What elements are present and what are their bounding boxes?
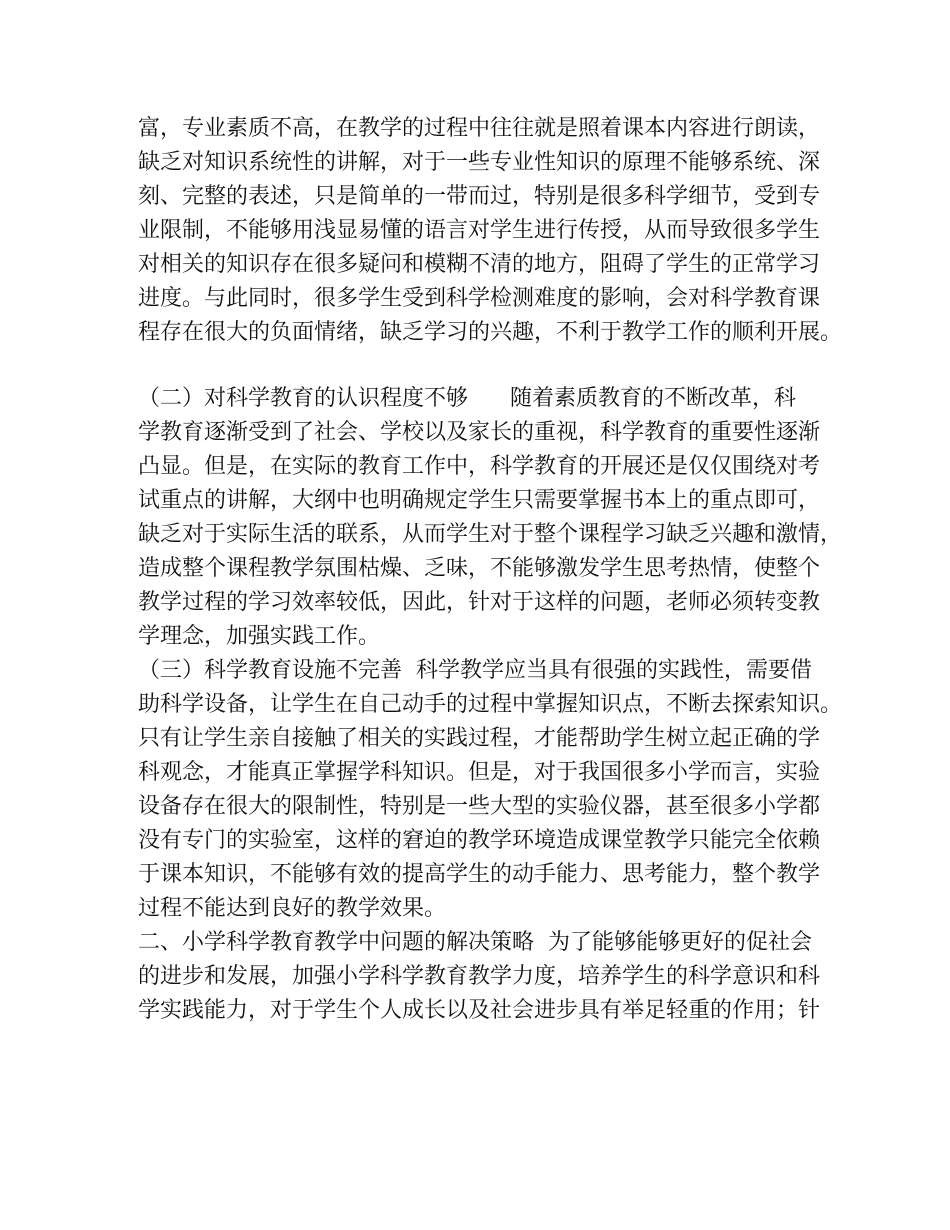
text-line: 过程不能达到良好的教学效果。 bbox=[138, 896, 447, 921]
section-heading-line: （三）科学教育设施不完善 科学教学应当具有很强的实践性，需要借 bbox=[138, 658, 812, 683]
text-line: 缺乏对知识系统性的讲解，对于一些专业性知识的原理不能够系统、深 bbox=[138, 150, 821, 175]
section-heading-line: 二、小学科学教育教学中问题的解决策略 为了能够能够更好的促社会 bbox=[138, 930, 812, 955]
text-line: 设备存在很大的限制性，特别是一些大型的实验仪器，甚至很多小学都 bbox=[138, 794, 821, 819]
text-line: 造成整个课程教学氛围枯燥、乏味，不能够激发学生思考热情，使整个 bbox=[138, 556, 821, 581]
text-line: 缺乏对于实际生活的联系，从而学生对于整个课程学习缺乏兴趣和激情， bbox=[138, 522, 843, 547]
text-line: 富，专业素质不高，在教学的过程中往往就是照着课本内容进行朗读， bbox=[138, 116, 821, 141]
text-line: 程存在很大的负面情绪，缺乏学习的兴趣，不利于教学工作的顺利开展。 bbox=[138, 320, 843, 345]
text-line: 学理念，加强实践工作。 bbox=[138, 624, 381, 649]
text-line: 学教育逐渐受到了社会、学校以及家长的重视，科学教育的重要性逐渐 bbox=[138, 420, 821, 445]
text-line: 对相关的知识存在很多疑问和模糊不清的地方，阻碍了学生的正常学习 bbox=[138, 252, 821, 277]
paragraph-3 bbox=[138, 654, 843, 926]
text-line: 业限制，不能够用浅显易懂的语言对学生进行传授，从而导致很多学生 bbox=[138, 218, 821, 243]
text-line: 只有让学生亲自接触了相关的实践过程，才能帮助学生树立起正确的学 bbox=[138, 726, 821, 751]
paragraph-2 bbox=[138, 382, 843, 654]
text-line: 刻、完整的表述，只是简单的一带而过，特别是很多科学细节，受到专 bbox=[138, 184, 821, 209]
text-line: 的进步和发展，加强小学科学教育教学力度，培养学生的科学意识和科 bbox=[138, 964, 821, 989]
text-line: 科观念，才能真正掌握学科知识。但是，对于我国很多小学而言，实验 bbox=[138, 760, 821, 785]
paragraph-1 bbox=[138, 112, 843, 350]
text-line: 凸显。但是，在实际的教育工作中，科学教育的开展还是仅仅围绕对考 bbox=[138, 454, 821, 479]
text-line: 助科学设备，让学生在自己动手的过程中掌握知识点，不断去探索知识。 bbox=[138, 692, 843, 717]
document-body bbox=[138, 112, 843, 1028]
text-line: 于课本知识，不能够有效的提高学生的动手能力、思考能力，整个教学 bbox=[138, 862, 821, 887]
text-line: 没有专门的实验室，这样的窘迫的教学环境造成课堂教学只能完全依赖 bbox=[138, 828, 821, 853]
text-line: 学实践能力，对于学生个人成长以及社会进步具有举足轻重的作用；针 bbox=[138, 998, 821, 1023]
section-heading-line: （二）对科学教育的认识程度不够 随着素质教育的不断改革，科 bbox=[138, 386, 796, 411]
text-line: 试重点的讲解，大纲中也明确规定学生只需要掌握书本上的重点即可， bbox=[138, 488, 821, 513]
paragraph-4 bbox=[138, 926, 838, 1028]
text-line: 进度。与此同时，很多学生受到科学检测难度的影响，会对科学教育课 bbox=[138, 286, 821, 311]
text-line: 教学过程的学习效率较低，因此，针对于这样的问题，老师必须转变教 bbox=[138, 590, 821, 615]
